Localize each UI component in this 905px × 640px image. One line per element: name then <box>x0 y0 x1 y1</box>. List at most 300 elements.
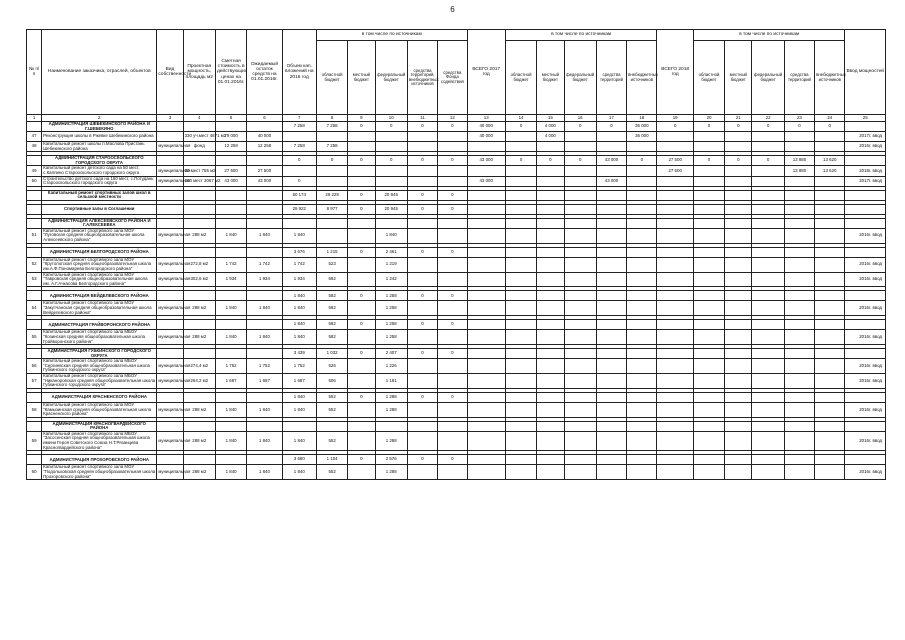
table-cell: 0 <box>725 122 752 132</box>
table-cell: фонд <box>183 142 215 152</box>
table-cell <box>815 465 845 480</box>
table-cell <box>438 402 467 417</box>
table-cell <box>627 247 657 257</box>
table-cell <box>627 330 657 345</box>
table-cell <box>627 320 657 330</box>
table-cell <box>348 402 375 417</box>
table-cell <box>348 301 375 316</box>
object-name-cell: Капитальный ремонт школы п.Маслова Пристань Шебекинского района <box>42 142 157 152</box>
table-cell: 330 уч.мест 4871 м2 <box>183 132 215 142</box>
table-cell <box>627 291 657 301</box>
table-cell: 2 461 <box>375 247 407 257</box>
table-cell <box>247 204 282 214</box>
table-cell <box>215 218 246 228</box>
table-cell <box>282 166 316 176</box>
column-header: Ожидаемый остаток средств на 01.01.2016г. <box>247 30 282 115</box>
object-name-cell: АДМИНИСТРАЦИЯ ШЕБЕКИНСКОГО РАЙОНА И Г.ШЕБЕКИНО <box>42 122 157 132</box>
table-cell: 0 <box>564 122 596 132</box>
table-cell: 1 840 <box>282 228 316 243</box>
object-name-cell: АДМИНИСТРАЦИЯ СТАРООСКОЛЬСКОГО ГОРОДСКОГО ОКРУГА <box>42 156 157 166</box>
table-cell <box>407 166 437 176</box>
table-cell <box>157 291 183 301</box>
row-number-cell <box>27 204 42 214</box>
table-cell <box>725 402 752 417</box>
table-row <box>27 176 886 186</box>
table-cell <box>537 359 564 374</box>
table-cell <box>157 421 183 431</box>
table-cell: 43 000 <box>247 176 282 186</box>
object-name-cell: Капитальный ремонт детского сада на 50 мест, с.Каплино Старооскольского городского округа <box>42 166 157 176</box>
table-cell <box>815 330 845 345</box>
table-cell: 27 500 <box>657 156 693 166</box>
table-cell: муниципальная <box>157 359 183 374</box>
table-cell: 43 000 <box>467 156 505 166</box>
table-cell <box>725 349 752 359</box>
table-cell: 2016г. ввод <box>845 402 886 417</box>
table-cell <box>505 272 536 287</box>
table-cell <box>505 359 536 374</box>
table-cell <box>157 320 183 330</box>
table-cell <box>564 228 596 243</box>
table-cell <box>537 204 564 214</box>
column-header: Вид собственности <box>157 30 183 115</box>
table-cell: 0 <box>537 156 564 166</box>
table-cell: 1 840 <box>282 301 316 316</box>
table-cell: 288 м2 <box>183 228 215 243</box>
table-cell: 0 <box>438 190 467 200</box>
row-number-cell: 55 <box>27 330 42 345</box>
table-cell <box>282 132 316 142</box>
table-cell: 20 945 <box>375 204 407 214</box>
table-cell <box>505 455 536 465</box>
table-cell <box>438 374 467 389</box>
object-name-cell: Капитальный ремонт спортивного зала МБОУ "Козинская средняя общеобразовательная школа Грайворонского района" <box>42 330 157 345</box>
table-cell <box>725 132 752 142</box>
table-cell <box>537 455 564 465</box>
table-cell: 523 <box>316 257 347 272</box>
table-cell <box>505 320 536 330</box>
table-cell <box>564 132 596 142</box>
table-cell: 1 840 <box>215 431 246 451</box>
table-cell: 4 000 <box>537 122 564 132</box>
table-cell <box>348 218 375 228</box>
table-cell <box>815 374 845 389</box>
table-cell: 50 174 <box>282 190 316 200</box>
table-cell <box>537 257 564 272</box>
table-cell <box>752 218 784 228</box>
object-name-cell: АДМИНИСТРАЦИЯ ГУБКИНСКОГО ГОРОДСКОГО ОКРУГА <box>42 349 157 359</box>
table-cell: 552 <box>316 392 347 402</box>
table-cell: 288 м2 <box>183 301 215 316</box>
table-cell <box>752 132 784 142</box>
table-cell: 40 000 <box>467 132 505 142</box>
table-cell <box>693 465 724 480</box>
table-cell <box>627 176 657 186</box>
table-cell <box>784 132 814 142</box>
table-cell <box>316 166 347 176</box>
table-cell <box>657 257 693 272</box>
table-row <box>27 402 886 417</box>
table-cell: 0 <box>407 455 437 465</box>
column-number: 7 <box>282 115 316 122</box>
table-cell <box>157 190 183 200</box>
table-cell <box>215 349 246 359</box>
table-cell <box>815 392 845 402</box>
table-cell: 0 <box>348 291 375 301</box>
table-cell: 1 752 <box>247 359 282 374</box>
column-header: областной бюджет <box>693 41 724 115</box>
table-cell <box>537 176 564 186</box>
table-cell: 1 840 <box>215 301 246 316</box>
table-cell <box>157 218 183 228</box>
table-cell: 0 <box>693 122 724 132</box>
table-cell <box>537 465 564 480</box>
table-cell <box>467 291 505 301</box>
table-cell <box>505 301 536 316</box>
table-cell <box>467 330 505 345</box>
table-cell <box>725 421 752 431</box>
column-header: средства Фонда содействия <box>438 41 467 115</box>
table-cell <box>505 374 536 389</box>
page-number: 6 <box>450 5 455 14</box>
table-cell: 1 934 <box>282 272 316 287</box>
table-cell: 0 <box>438 291 467 301</box>
table-cell <box>438 132 467 142</box>
table-cell <box>752 431 784 451</box>
table-cell <box>157 156 183 166</box>
table-cell <box>505 291 536 301</box>
row-number-cell: 47 <box>27 132 42 142</box>
object-name-cell: Капитальный ремонт спортивного зала МОУ "Камызинская средняя общеобразовательная школа Красненского района" <box>42 402 157 417</box>
table-cell <box>725 465 752 480</box>
table-cell <box>596 272 626 287</box>
table-cell <box>407 257 437 272</box>
table-row <box>27 359 886 374</box>
table-cell <box>752 142 784 152</box>
table-cell: 1 840 <box>247 431 282 451</box>
column-header: средства территорий <box>784 41 814 115</box>
object-name-cell: Строительство детского сада на 160 мест, с.Потудань Старооскольского городского округа <box>42 176 157 186</box>
table-cell: 40 000 <box>247 132 282 142</box>
table-cell <box>725 176 752 186</box>
table-cell <box>693 431 724 451</box>
table-cell <box>564 204 596 214</box>
table-cell <box>537 272 564 287</box>
table-cell <box>784 359 814 374</box>
table-row <box>27 272 886 287</box>
table-cell <box>316 228 347 243</box>
table-cell <box>693 421 724 431</box>
table-cell <box>784 291 814 301</box>
table-cell <box>657 349 693 359</box>
row-number-cell: 60 <box>27 465 42 480</box>
table-cell: муниципальная <box>157 257 183 272</box>
table-cell <box>467 142 505 152</box>
table-cell: 0 <box>348 349 375 359</box>
row-number-cell <box>27 156 42 166</box>
table-cell: 1 742 <box>282 257 316 272</box>
table-cell: 1 219 <box>375 257 407 272</box>
table-cell <box>627 431 657 451</box>
table-cell: 2 407 <box>375 349 407 359</box>
table-cell <box>183 156 215 166</box>
table-cell <box>467 204 505 214</box>
table-cell <box>752 330 784 345</box>
table-cell <box>657 455 693 465</box>
column-number: 22 <box>752 115 784 122</box>
table-cell <box>596 359 626 374</box>
table-cell <box>215 204 246 214</box>
table-cell <box>157 122 183 132</box>
table-cell <box>815 349 845 359</box>
table-cell: 288 м2 <box>183 402 215 417</box>
table-cell <box>752 374 784 389</box>
table-cell: 1 242 <box>375 272 407 287</box>
table-cell <box>407 431 437 451</box>
table-cell <box>375 142 407 152</box>
table-cell <box>467 349 505 359</box>
table-cell <box>564 218 596 228</box>
table-cell: 2016г. ввод <box>845 431 886 451</box>
table-cell <box>537 247 564 257</box>
table-cell: 7 258 <box>282 142 316 152</box>
table-cell <box>815 132 845 142</box>
table-cell <box>657 392 693 402</box>
table-cell <box>627 218 657 228</box>
table-cell: 1 288 <box>375 465 407 480</box>
object-name-cell: АДМИНИСТРАЦИЯ ВЕЙДЕЛЕВСКОГО РАЙОНА <box>42 291 157 301</box>
table-cell: 1 687 <box>282 374 316 389</box>
table-cell: 0 <box>348 392 375 402</box>
table-cell <box>725 272 752 287</box>
table-cell <box>596 247 626 257</box>
table-cell <box>537 228 564 243</box>
table-cell: 1 840 <box>215 330 246 345</box>
table-cell <box>407 402 437 417</box>
table-cell <box>505 247 536 257</box>
table-cell <box>845 218 886 228</box>
table-cell <box>467 257 505 272</box>
table-cell: 7 258 <box>316 122 347 132</box>
table-cell <box>752 402 784 417</box>
table-cell <box>657 330 693 345</box>
table-cell <box>784 349 814 359</box>
table-cell <box>348 272 375 287</box>
table-cell: 12 258 <box>247 142 282 152</box>
table-cell <box>725 218 752 228</box>
table-cell: 29 922 <box>282 204 316 214</box>
table-cell <box>467 272 505 287</box>
table-cell <box>316 218 347 228</box>
section-row <box>27 122 886 132</box>
table-cell <box>693 392 724 402</box>
table-cell <box>657 204 693 214</box>
table-cell: 0 <box>316 156 347 166</box>
table-cell <box>657 431 693 451</box>
table-cell: 1 226 <box>375 359 407 374</box>
table-cell <box>845 320 886 330</box>
object-name-cell: АДМИНИСТРАЦИЯ ПРОХОРОВСКОГО РАЙОНА <box>42 455 157 465</box>
table-cell <box>247 421 282 431</box>
table-cell: 1 840 <box>247 301 282 316</box>
table-cell <box>537 301 564 316</box>
table-cell <box>752 257 784 272</box>
table-cell <box>438 166 467 176</box>
object-name-cell: Капитальный ремонт спортивного зала МОУ "Тавровская средняя общеобразовательная школа им. А.Г.Ачкасова Белгородского района" <box>42 272 157 287</box>
table-cell: 0 <box>438 156 467 166</box>
table-cell: 0 <box>407 156 437 166</box>
table-cell <box>537 291 564 301</box>
table-cell <box>537 190 564 200</box>
table-cell <box>815 228 845 243</box>
table-cell <box>752 359 784 374</box>
table-cell <box>815 257 845 272</box>
row-number-cell: 59 <box>27 431 42 451</box>
table-cell <box>845 247 886 257</box>
table-cell <box>815 431 845 451</box>
table-cell <box>564 455 596 465</box>
table-cell: 13 620 <box>815 156 845 166</box>
row-number-cell: 49 <box>27 166 42 176</box>
row-number-cell: 54 <box>27 301 42 316</box>
table-cell: 0 <box>693 156 724 166</box>
table-cell <box>845 156 886 166</box>
table-cell <box>375 166 407 176</box>
table-cell <box>505 142 536 152</box>
column-header: федеральный бюджет <box>375 41 407 115</box>
column-header: ВСЕГО 2018 год <box>657 30 693 115</box>
table-cell <box>596 402 626 417</box>
table-cell <box>564 142 596 152</box>
table-cell: 4 000 <box>537 132 564 142</box>
table-cell <box>247 247 282 257</box>
object-name-cell: Капитальный ремонт спортивного зала МОУ "Подольховская средняя общеобразовательная школа Прохоровского района" <box>43 464 156 479</box>
table-cell <box>845 455 886 465</box>
table-cell: 1 258 <box>375 291 407 301</box>
table-cell: 0 <box>815 122 845 132</box>
table-cell <box>537 166 564 176</box>
table-cell <box>438 176 467 186</box>
table-cell: 0 <box>348 320 375 330</box>
table-cell <box>537 421 564 431</box>
table-cell: муниципальная <box>157 272 183 287</box>
table-cell <box>596 455 626 465</box>
table-cell: 1 840 <box>282 431 316 451</box>
table-cell <box>784 421 814 431</box>
table-cell: муниципальная <box>157 402 183 417</box>
table-cell: 1 840 <box>215 228 246 243</box>
table-cell: 1 687 <box>247 374 282 389</box>
table-cell <box>247 349 282 359</box>
table-cell <box>407 465 437 480</box>
table-cell: 0 <box>407 247 437 257</box>
table-cell: 506 <box>316 374 347 389</box>
table-cell: 0 <box>282 156 316 166</box>
object-name-cell: АДМИНИСТРАЦИЯ КРАСНОГВАРДЕЙСКОГО РАЙОНА <box>42 421 157 431</box>
table-cell <box>784 455 814 465</box>
table-cell: 0 <box>348 190 375 200</box>
table-cell: 2 576 <box>375 455 407 465</box>
table-cell: 552 <box>316 465 347 480</box>
table-cell: муниципальная <box>157 374 183 389</box>
table-cell: 0 <box>375 122 407 132</box>
table-cell <box>215 247 246 257</box>
column-number: 13 <box>467 115 505 122</box>
table-cell <box>564 431 596 451</box>
table-cell: 1 752 <box>282 359 316 374</box>
table-cell: 1 181 <box>375 374 407 389</box>
table-cell <box>657 374 693 389</box>
table-cell <box>725 392 752 402</box>
table-cell <box>316 421 347 431</box>
table-cell <box>407 132 437 142</box>
column-number: 20 <box>693 115 724 122</box>
table-cell <box>505 349 536 359</box>
table-cell <box>247 122 282 132</box>
table-cell: 552 <box>316 431 347 451</box>
table-cell <box>752 421 784 431</box>
table-cell <box>693 320 724 330</box>
group-header-2016: в том числе по источникам <box>316 30 467 41</box>
table-cell <box>657 176 693 186</box>
table-cell <box>725 359 752 374</box>
table-cell: 0 <box>407 320 437 330</box>
table-cell <box>657 291 693 301</box>
table-cell: 27 500 <box>657 166 693 176</box>
row-number-cell: 51 <box>27 228 42 243</box>
table-cell: 1 840 <box>282 392 316 402</box>
table-cell <box>348 465 375 480</box>
table-cell: 79 000 <box>215 132 246 142</box>
table-cell <box>693 359 724 374</box>
table-cell: 0 <box>407 204 437 214</box>
table-row <box>27 228 886 243</box>
table-cell <box>657 247 693 257</box>
table-cell <box>348 431 375 451</box>
table-cell <box>215 156 246 166</box>
table-cell <box>596 421 626 431</box>
table-cell: 2016г. ввод <box>845 228 886 243</box>
table-row <box>27 166 886 176</box>
table-cell <box>815 402 845 417</box>
table-cell <box>815 176 845 186</box>
table-cell: 274,4 м2 <box>183 359 215 374</box>
table-cell <box>505 431 536 451</box>
table-cell <box>815 190 845 200</box>
table-cell: 3 676 <box>282 247 316 257</box>
table-cell: 13 880 <box>784 156 814 166</box>
table-cell <box>438 272 467 287</box>
table-cell: 0 <box>505 156 536 166</box>
object-name-cell: Реконструкция школы в Ржевке Шебекинского района <box>42 132 157 142</box>
table-cell <box>247 291 282 301</box>
table-cell: 12 258 <box>215 142 246 152</box>
object-name-cell: Капитальный ремонт спортивного зала МБОУ "Сергиевская средняя общеобразовательная школа Губкинского городского округа" <box>42 359 157 374</box>
table-cell <box>627 421 657 431</box>
column-header: средства территорий <box>596 41 626 115</box>
table-cell <box>845 122 886 132</box>
table-cell <box>505 132 536 142</box>
table-cell <box>627 465 657 480</box>
group-header-2018: в том числе по источникам <box>693 30 845 41</box>
table-header <box>27 30 886 122</box>
table-cell <box>564 291 596 301</box>
table-cell: 40 000 <box>467 122 505 132</box>
table-cell <box>693 166 724 176</box>
object-name-cell: Капитальный ремонт спортивного зала МОУ "Луговская средняя общеобразовательная школа Алексеевского района" <box>42 228 157 243</box>
table-cell: 29 229 <box>316 190 347 200</box>
table-cell <box>564 190 596 200</box>
